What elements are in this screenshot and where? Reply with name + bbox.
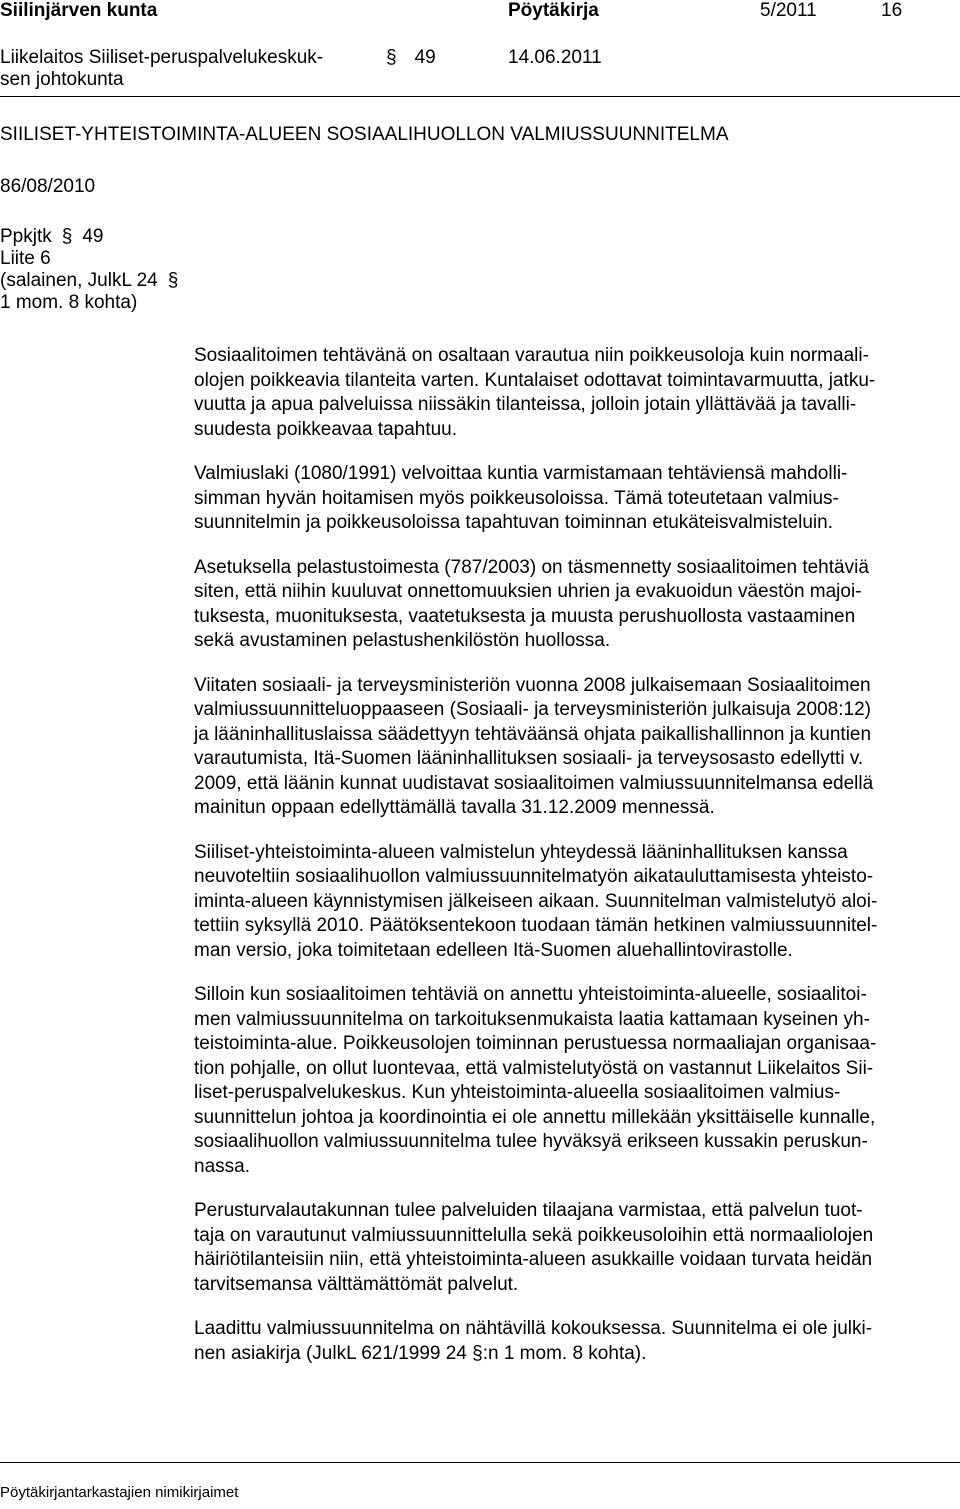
paragraph (194, 674, 954, 821)
paragraph-line: suunnittelun johtoa ja koordinointia ei ole annettu millekään yksittäiselle kunnalle, (194, 1106, 876, 1128)
document-title: SIILISET-YHTEISTOIMINTA-ALUEEN SOSIAALIHUOLLON VALMIUSSUUNNITELMA (0, 124, 729, 145)
reference-number: 86/08/2010 (0, 176, 96, 197)
paragraph-line: tarvitsemansa välttämättömät palvelut. (194, 1273, 519, 1295)
paragraph-line: nassa. (194, 1155, 250, 1177)
paragraph-line: man versio, joka toimitetaan edelleen Itä-Suomen aluehallintovirastolle. (194, 939, 793, 961)
paragraph-line: olojen poikkeavia tilanteita varten. Kuntalaiset odottavat toimintavarmuutta, jatku- (194, 369, 876, 391)
paragraph-line: tuksesta, muonituksesta, vaatetuksesta ja muusta perushuollosta vastaaminen (194, 605, 856, 627)
paragraph-line: liset-peruspalvelukeskus. Kun yhteistoiminta-alueella sosiaalitoimen valmius- (194, 1082, 841, 1103)
paragraph-line: valmiussuunnitteluoppaaseen (Sosiaali- ja terveysministeriön julkaisuja 2008:12) (194, 699, 871, 720)
paragraph-line: nen asiakirja (JulkL 621/1999 24 §:n 1 mom. 8 kohta). (194, 1342, 647, 1364)
organization-name: Siilinjärven kunta (0, 0, 158, 21)
paragraph-line: Silloin kun sosiaalitoimen tehtäviä on annettu yhteistoiminta-alueelle, sosiaalitoi- (194, 984, 867, 1005)
footer-divider (0, 1462, 960, 1463)
paragraph-line: Siiliset-yhteistoiminta-alueen valmistelun yhteydessä lääninhallituksen kanssa (194, 841, 848, 863)
paragraph (194, 462, 954, 536)
section-number (386, 47, 436, 69)
margin-note-line-4: 1 mom. 8 kohta) (0, 292, 138, 313)
paragraph-line: neuvoteltiin sosiaalihuollon valmiussuunnitelmatyön aikatauluttamisesta yhteisto- (194, 866, 874, 887)
paragraph-line: ja lääninhallituslaissa säädettyyn tehtäväänsä ohjata paikallishallinnon ja kuntien (194, 723, 872, 745)
paragraph-line: 2009, että läänin kunnat uudistavat sosiaalitoimen valmiussuunnitelmansa edellä (194, 772, 874, 794)
paragraph (194, 344, 954, 442)
section-number-value: 49 (414, 47, 436, 68)
paragraph-line: men valmiussuunnitelma on tarkoituksenmukaista laatia kattamaan kyseinen yh- (194, 1008, 870, 1030)
unit-name-line-2: sen johtokunta (0, 69, 124, 90)
paragraph-line: mainitun oppaan edellyttämällä tavalla 31.12.2009 mennessä. (194, 797, 715, 818)
paragraph-line: suudesta poikkeavaa tapahtuu. (194, 418, 458, 440)
document-type: Pöytäkirja (508, 0, 599, 21)
footer-initials-label: Pöytäkirjantarkastajien nimikirjaimet (0, 1484, 239, 1501)
section-sign: § (386, 47, 397, 68)
margin-note-line-2: Liite 6 (0, 248, 51, 269)
paragraph-line: Perusturvalautakunnan tulee palveluiden tilaajana varmistaa, että palvelun tuot- (194, 1200, 863, 1221)
issue-number: 5/2011 (760, 0, 817, 21)
paragraph-line: taja on varautunut valmiussuunnittelulla sekä poikkeusoloihin että normaaliolojen (194, 1224, 874, 1246)
paragraph-line: siten, että niihin kuuluvat onnettomuuksien uhrien ja evakuoidun väestön majoi- (194, 581, 862, 602)
paragraph-line: Viitaten sosiaali- ja terveysministeriön vuonna 2008 julkaisemaan Sosiaalitoimen (194, 674, 871, 696)
paragraph (194, 841, 954, 964)
paragraph (194, 983, 954, 1179)
paragraph-line: tion pohjalle, on ollut luontevaa, että valmistelutyöstä on vastannut Liikelaitos Sii- (194, 1057, 874, 1079)
paragraph (194, 556, 954, 654)
body-text (194, 344, 954, 1386)
paragraph-line: häiriötilanteisiin niin, että yhteistoiminta-alueen asukkaille voidaan turvata heidän (194, 1249, 873, 1270)
paragraph (194, 1317, 954, 1366)
paragraph-line: Laadittu valmiussuunnitelma on nähtävillä kokouksessa. Suunnitelma ei ole julki- (194, 1318, 873, 1339)
header-divider (0, 96, 960, 97)
paragraph-line: Asetuksella pelastustoimesta (787/2003) on täsmennetty sosiaalitoimen tehtäviä (194, 556, 869, 578)
margin-note-line-1: Ppkjtk § 49 (0, 226, 104, 247)
paragraph-line: iminta-alueen käynnistymisen jälkeiseen aikaan. Suunnitelman valmistelutyö aloi- (194, 890, 878, 912)
paragraph-line: Valmiuslaki (1080/1991) velvoittaa kuntia varmistamaan tehtäviensä mahdolli- (194, 463, 848, 484)
margin-note-line-3: (salainen, JulkL 24 § (0, 270, 179, 291)
paragraph-line: suunnitelmin ja poikkeusoloissa tapahtuvan toiminnan etukäteisvalmisteluin. (194, 512, 833, 533)
meeting-date: 14.06.2011 (508, 47, 602, 68)
paragraph-line: Sosiaalitoimen tehtävänä on osaltaan varautua niin poikkeusoloja kuin normaali- (194, 345, 869, 366)
paragraph-line: sosiaalihuollon valmiussuunnitelma tulee hyväksyä erikseen kussakin peruskun- (194, 1131, 868, 1152)
unit-name (0, 47, 323, 91)
paragraph-line: sekä avustaminen pelastushenkilöstön huollossa. (194, 630, 611, 651)
paragraph-line: varautumista, Itä-Suomen lääninhallituksen sosiaali- ja terveysosasto edellytti v. (194, 748, 864, 769)
paragraph-line: simman hyvän hoitamisen myös poikkeusoloissa. Tämä toteutetaan valmius- (194, 487, 839, 509)
paragraph-line: teistoiminta-alue. Poikkeusolojen toiminnan perustuessa normaaliajan organisaa- (194, 1033, 877, 1054)
unit-name-line-1: Liikelaitos Siiliset-peruspalvelukeskuk- (0, 47, 324, 68)
paragraph-line: vuutta ja apua palveluissa niissäkin tilanteissa, jolloin jotain yllättävää ja tavalli- (194, 394, 857, 415)
margin-note (0, 226, 188, 314)
page-number: 16 (881, 0, 903, 21)
paragraph (194, 1199, 954, 1297)
paragraph-line: tettiin syksyllä 2010. Päätöksentekoon tuodaan tämän hetkinen valmiussuunnitel- (194, 915, 878, 936)
